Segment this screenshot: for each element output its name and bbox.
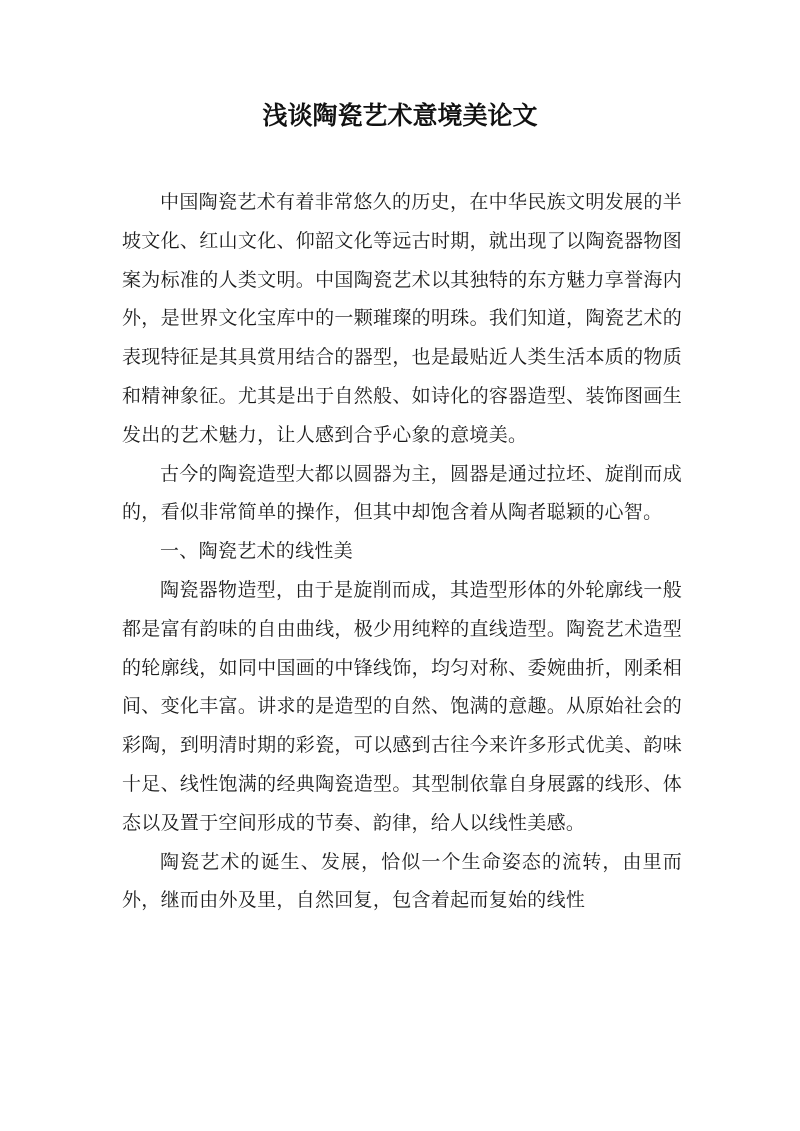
page-title: 浅谈陶瓷艺术意境美论文	[262, 101, 538, 130]
paragraph: 中国陶瓷艺术有着非常悠久的历史，在中华民族文明发展的半坡文化、红山文化、仰韶文化等远古时期，就出现了以陶瓷器物图案为标准的人类文明。中国陶瓷艺术以其独特的东方魅力享誉海内外，是世界文化宝库中的一颗璀璨的明珠。我们知道，陶瓷艺术的表现特征是其具赏用结合的器型，也是最贴近人类生活本质的物质和精神象征。尤其是出于自然般、如诗化的容器造型、装饰图画生发出的艺术魅力，让人感到合乎心象的意境美。	[122, 191, 682, 446]
paragraph: 陶瓷艺术的诞生、发展，恰似一个生命姿态的流转，由里而外，继而由外及里，自然回复，包含着起而复始的线性	[122, 850, 682, 912]
section-heading: 一、陶瓷艺术的线性美	[160, 540, 354, 563]
document-body	[122, 183, 682, 920]
paragraph: 陶瓷器物造型，由于是旋削而成，其造型形体的外轮廓线一般都是富有韵味的自由曲线，极少用纯粹的直线造型。陶瓷艺术造型的轮廓线，如同中国画的中锋线饰，均匀对称、委婉曲折，刚柔相间、变化丰富。讲求的是造型的自然、饱满的意趣。从原始社会的彩陶，到明清时期的彩瓷，可以感到古往今来许多形式优美、韵味十足、线性饱满的经典陶瓷造型。其型制依靠自身展露的线形、体态以及置于空间形成的节奏、韵律，给人以线性美感。	[122, 578, 682, 834]
paragraph: 古今的陶瓷造型大都以圆器为主，圆器是通过拉坯、旋削而成的，看似非常简单的操作，但其中却饱含着从陶者聪颖的心智。	[122, 462, 682, 524]
